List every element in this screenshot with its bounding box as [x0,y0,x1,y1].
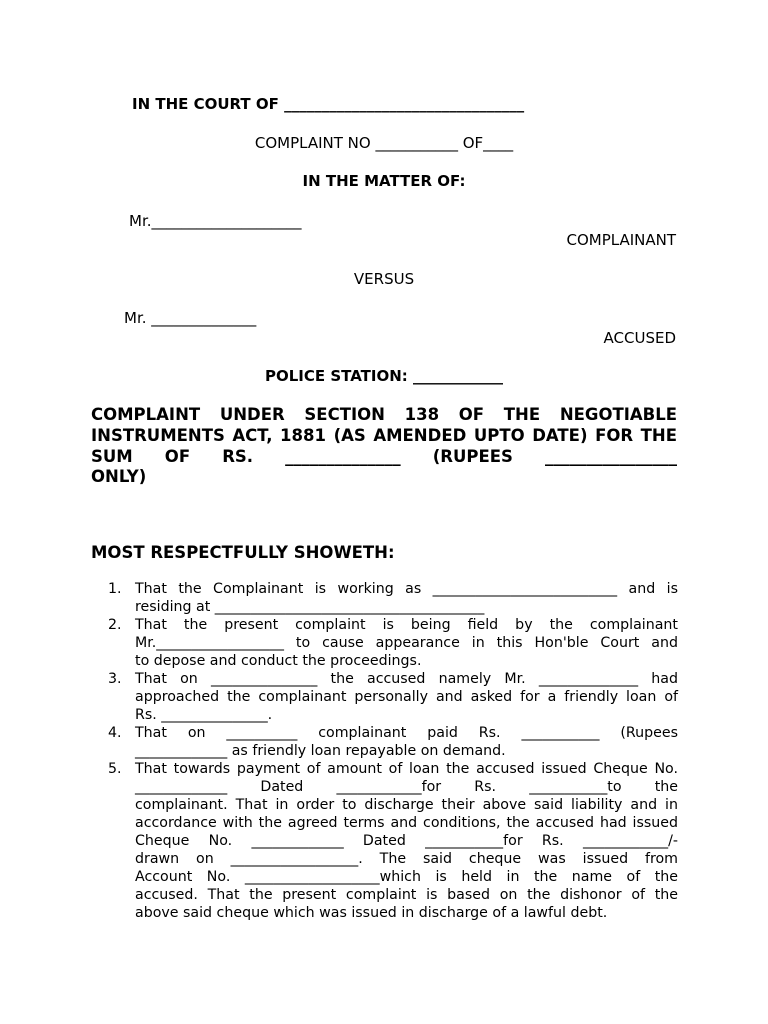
court-line: IN THE COURT OF ________________________________ [132,95,525,113]
list-item [108,670,678,724]
item-line: complainant. That in order to discharge their above said liability and in [135,797,678,813]
accused-name-line: Mr. ______________ [124,309,257,327]
subject-line: COMPLAINT UNDER SECTION 138 OF THE NEGOTIABLE [91,405,677,424]
item-line: Cheque No. _____________ Dated ___________for Rs. ____________/- [135,833,678,849]
item-line: That on _______________ the accused namely Mr. ______________ had [135,671,678,687]
accused-label: ACCUSED [603,329,676,347]
police-station-line: POLICE STATION: ____________ [264,367,503,385]
complainant-name-line: Mr.____________________ [129,212,302,230]
item-line: _____________ as friendly loan repayable on demand. [135,743,506,759]
item-line: Rs. _______________. [135,707,273,723]
numbered-paragraphs [108,580,678,922]
item-line: Account No. ___________________which is held in the name of the [135,869,678,885]
item-number: 5. [108,761,122,777]
showeth-heading: MOST RESPECTFULLY SHOWETH: [91,543,395,562]
subject-line: ONLY) [91,467,147,486]
complaint-number-line: COMPLAINT NO ___________ OF____ [254,134,514,152]
matter-heading: IN THE MATTER OF: [302,172,466,190]
subject-line: SUM OF RS. ______________ (RUPEES ________________ [91,447,677,466]
item-line: residing at ______________________________________ [135,599,485,615]
item-line: That towards payment of amount of loan the accused issued Cheque No. [135,761,678,777]
item-line: accordance with the agreed terms and conditions, the accused had issued [135,815,678,831]
item-line: That on __________ complainant paid Rs. ___________ (Rupees [135,725,678,741]
list-item [108,616,678,670]
item-line: accused. That the present complaint is based on the dishonor of the [135,887,678,903]
item-line: approached the complainant personally and asked for a friendly loan of [135,689,678,705]
item-number: 3. [108,671,122,687]
item-line: Mr.__________________ to cause appearance in this Hon'ble Court and [135,635,678,651]
item-line: to depose and conduct the proceedings. [135,653,422,669]
item-line: drawn on __________________. The said cheque was issued from [135,851,678,867]
list-item [108,724,678,760]
complainant-label: COMPLAINANT [566,231,676,249]
list-item [108,760,678,922]
item-number: 2. [108,617,122,633]
item-line: _____________ Dated ____________for Rs. ___________to the [135,779,678,795]
item-number: 4. [108,725,122,741]
item-line: That the present complaint is being field by the complainant [135,617,678,633]
item-line: That the Complainant is working as __________________________ and is [135,581,678,597]
item-line: above said cheque which was issued in discharge of a lawful debt. [135,905,608,921]
subject-line: INSTRUMENTS ACT, 1881 (AS AMENDED UPTO DATE) FOR THE [91,426,677,445]
item-number: 1. [108,581,122,597]
versus-label: VERSUS [353,270,415,288]
list-item [108,580,678,616]
